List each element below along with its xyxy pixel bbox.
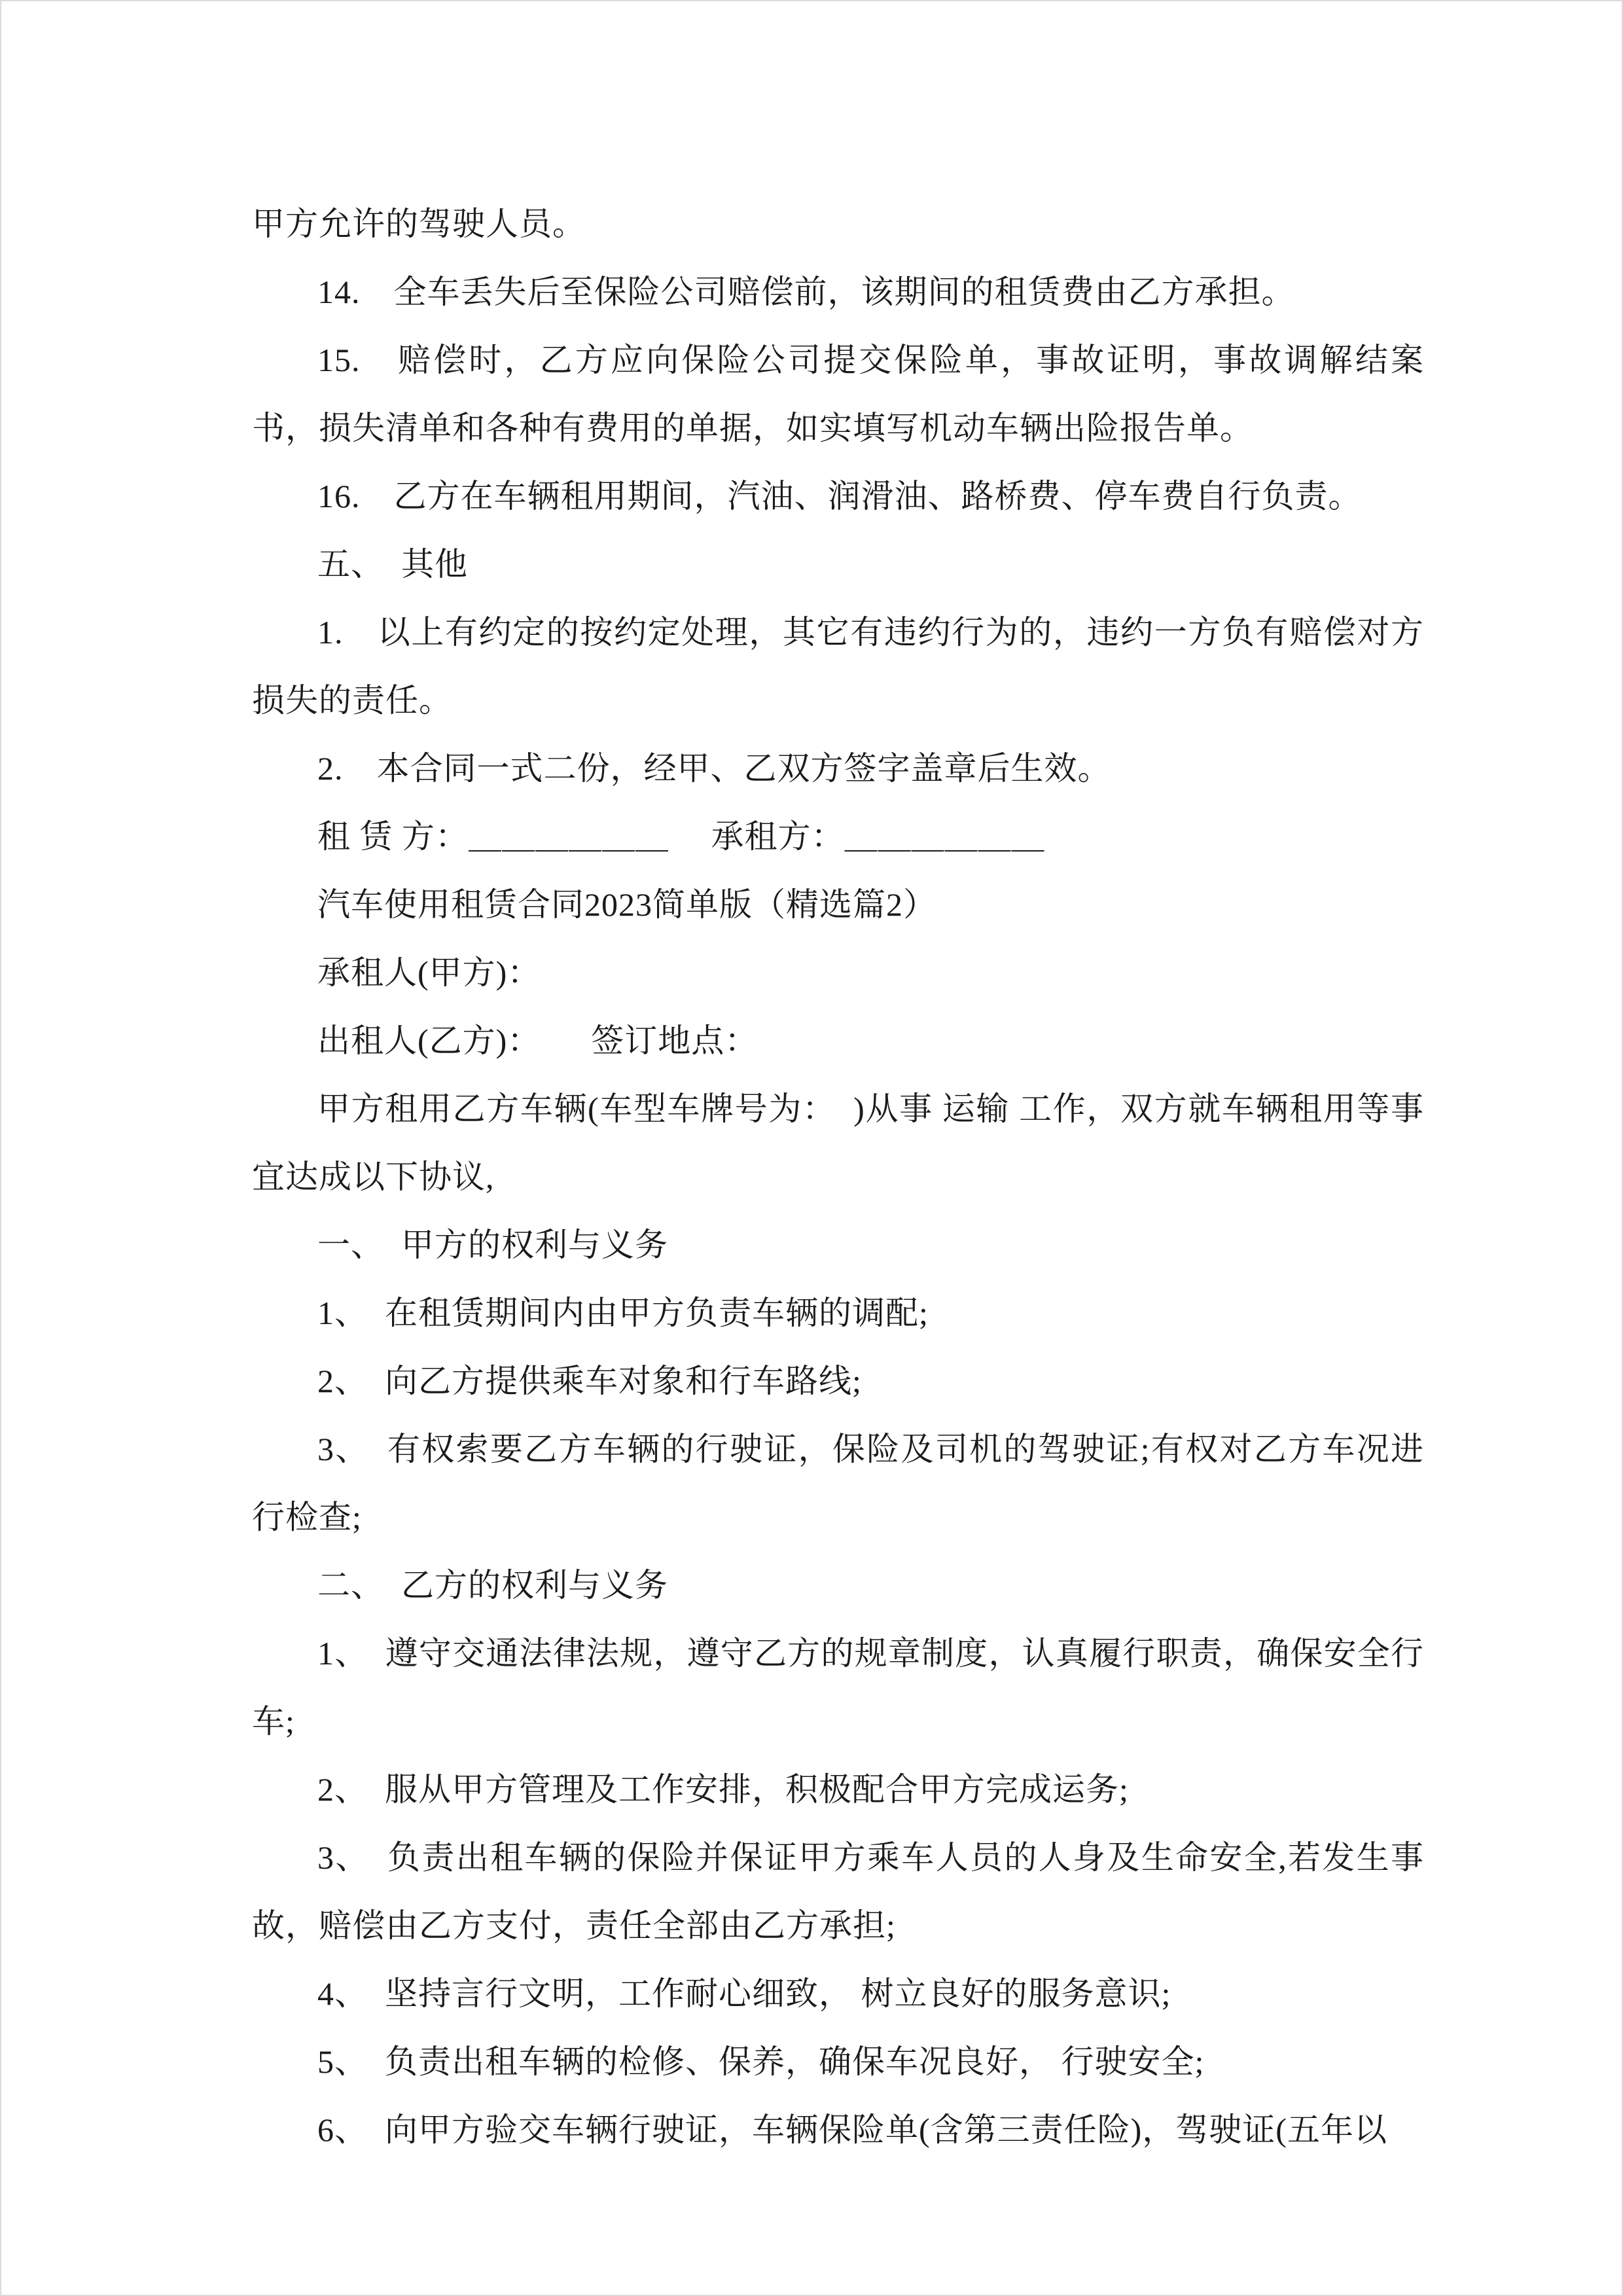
paragraph: 2. 本合同一式二份，经甲、乙双方签字盖章后生效。 — [317, 750, 1111, 787]
paragraph: 2、 向乙方提供乘车对象和行车路线; — [317, 1363, 862, 1399]
paragraph: 1. 以上有约定的按约定处理，其它有违约行为的，违约一方负有赔偿对方损失的责任。 — [252, 614, 1424, 719]
paragraph: 汽车使用租赁合同2023简单版（精选篇2） — [317, 886, 936, 923]
paragraph: 1、 遵守交通法律法规，遵守乙方的规章制度，认真履行职责，确保安全行车; — [252, 1635, 1424, 1740]
paragraph: 五、 其他 — [317, 546, 468, 583]
paragraph: 二、 乙方的权利与义务 — [317, 1567, 668, 1604]
paragraph: 15. 赔偿时，乙方应向保险公司提交保险单，事故证明，事故调解结案书，损失清单和各种有费用的单据，如实填写机动车辆出险报告单。 — [252, 342, 1424, 446]
paragraph: 甲方允许的驾驶人员。 — [252, 206, 586, 242]
paragraph: 3、 有权索要乙方车辆的行驶证，保险及司机的驾驶证;有权对乙方车况进行检查; — [252, 1431, 1424, 1535]
paragraph: 5、 负责出租车辆的检修、保养，确保车况良好， 行驶安全; — [317, 2043, 1205, 2080]
paragraph: 承租人(甲方)： — [317, 954, 541, 991]
paragraph: 租 赁 方：＿＿＿＿＿＿ 承租方：＿＿＿＿＿＿ — [317, 818, 1045, 855]
paragraph: 出租人(乙方)： 签订地点： — [317, 1022, 758, 1059]
paragraph: 6、 向甲方验交车辆行驶证，车辆保险单(含第三责任险)，驾驶证(五年以 — [317, 2111, 1387, 2148]
paragraph: 3、 负责出租车辆的保险并保证甲方乘车人员的人身及生命安全,若发生事故，赔偿由乙方支付，责任全部由乙方承担; — [252, 1839, 1424, 1944]
document-body — [252, 190, 1424, 2164]
paragraph: 1、 在租赁期间内由甲方负责车辆的调配; — [317, 1295, 929, 1331]
paragraph: 甲方租用乙方车辆(车型车牌号为： )从事 运输 工作，双方就车辆租用等事宜达成以下协议, — [252, 1090, 1424, 1195]
paragraph: 2、 服从甲方管理及工作安排，积极配合甲方完成运务; — [317, 1771, 1129, 1808]
paragraph: 16. 乙方在车辆租用期间，汽油、润滑油、路桥费、停车费自行负责。 — [317, 478, 1362, 514]
paragraph: 14. 全车丢失后至保险公司赔偿前，该期间的租赁费由乙方承担。 — [317, 274, 1295, 310]
paragraph: 4、 坚持言行文明，工作耐心细致， 树立良好的服务意识; — [317, 1975, 1171, 2012]
paragraph: 一、 甲方的权利与义务 — [317, 1227, 668, 1263]
